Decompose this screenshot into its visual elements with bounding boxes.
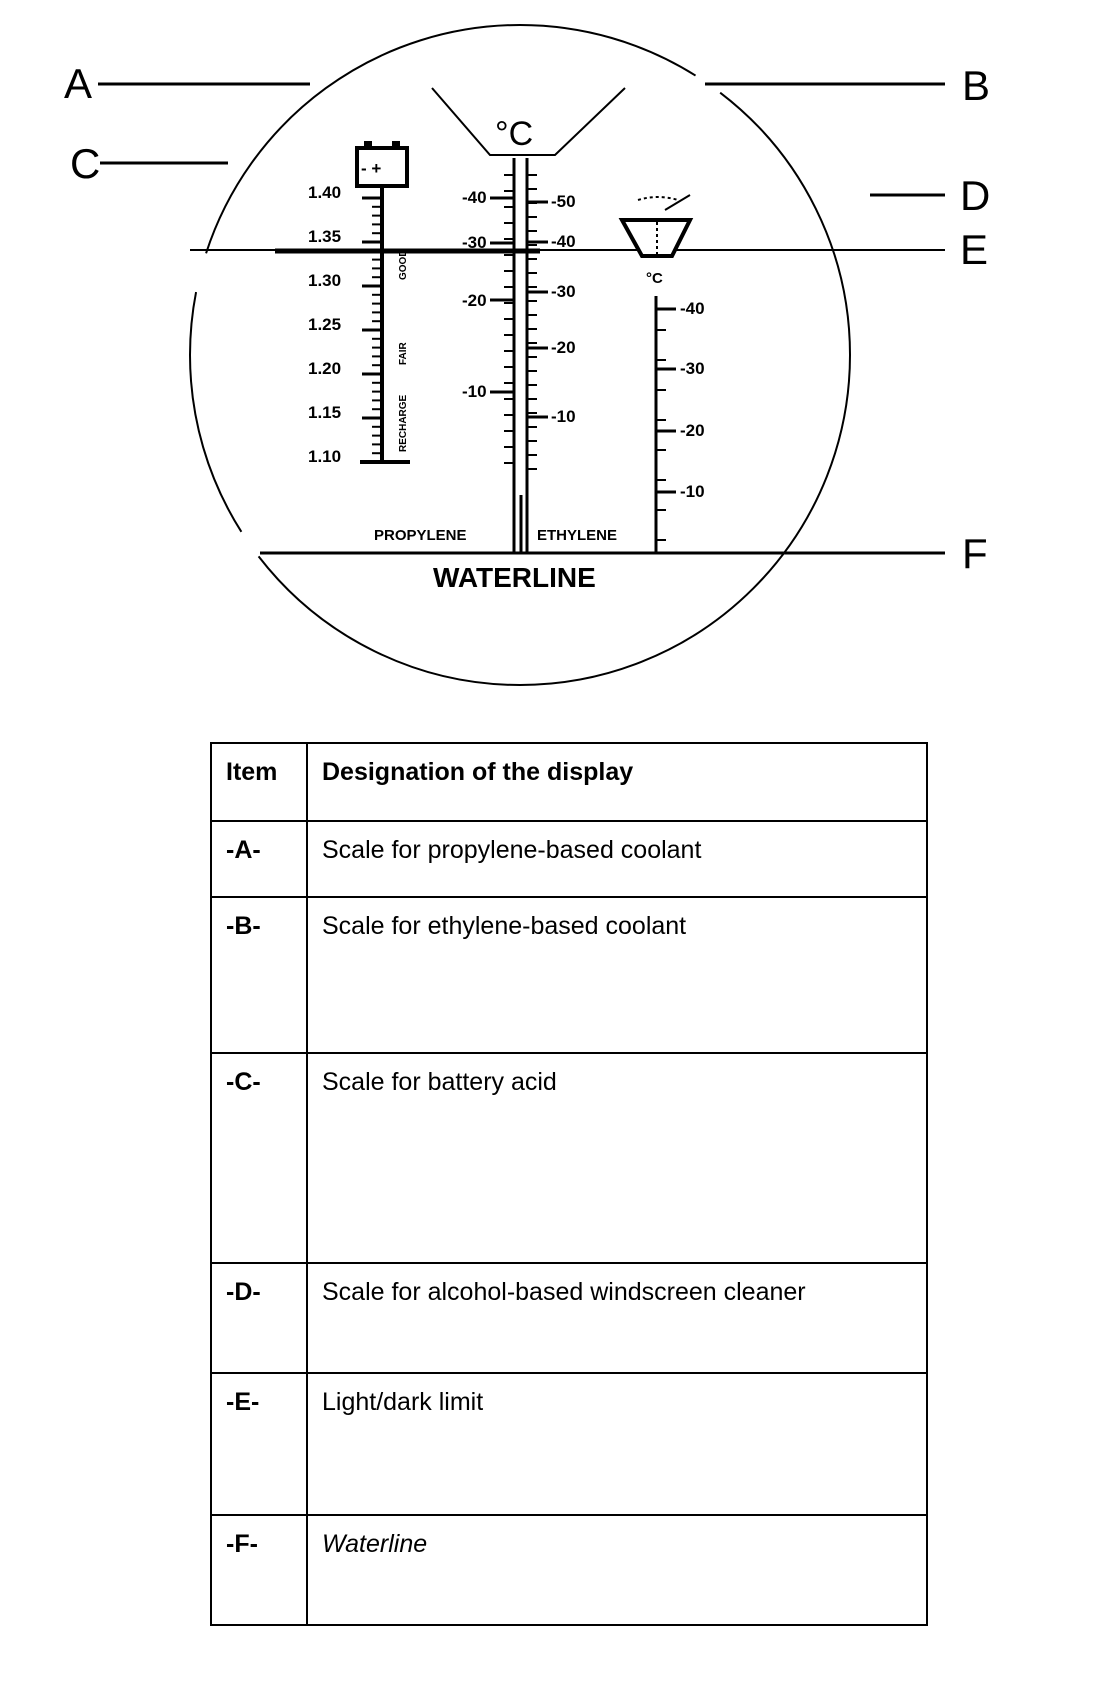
legend-table (210, 742, 928, 1626)
ethylene-value-minus10: -10 (551, 407, 576, 426)
callout-c: C (70, 140, 101, 187)
row-designation-f: Waterline (307, 1515, 927, 1625)
propylene-value-minus40: -40 (462, 188, 487, 207)
battery-terminal-right (392, 141, 400, 148)
battery-acid-scale (308, 141, 410, 466)
waterline-label: WATERLINE (433, 562, 596, 593)
row-item-c: -C- (211, 1053, 307, 1263)
ethylene-label: ETHYLENE (537, 527, 618, 544)
callout-d: D (960, 172, 991, 219)
washer-value-minus30: -30 (680, 359, 705, 378)
table-row (211, 1053, 927, 1263)
row-designation-e: Light/dark limit (307, 1373, 927, 1515)
refractometer-diagram (0, 0, 1120, 720)
row-designation-d: Scale for alcohol-based windscreen cleaner (307, 1263, 927, 1373)
table-row (211, 821, 927, 897)
battery-symbol: - + (361, 159, 382, 178)
battery-zone-fair: FAIR (398, 342, 409, 365)
battery-ticks (362, 198, 382, 462)
battery-zone-good: GOOD (398, 249, 409, 280)
propylene-value-minus20: -20 (462, 291, 487, 310)
row-item-f: -F- (211, 1515, 307, 1625)
battery-terminal-left (364, 141, 372, 148)
coolant-scales (374, 88, 625, 553)
table-row (211, 897, 927, 1053)
coolant-ticks (490, 175, 548, 469)
callout-a: A (64, 60, 93, 107)
table-header-row (211, 743, 927, 821)
row-designation-c: Scale for battery acid (307, 1053, 927, 1263)
callout-e: E (960, 226, 989, 273)
row-item-a: -A- (211, 821, 307, 897)
callout-f: F (962, 530, 988, 577)
battery-value-1-25: 1.25 (308, 315, 342, 334)
washer-ticks (656, 309, 676, 540)
battery-zone-recharge: RECHARGE (398, 394, 409, 452)
table-row (211, 1373, 927, 1515)
ethylene-value-minus40: -40 (551, 232, 576, 251)
table-row (211, 1515, 927, 1625)
ethylene-value-minus50: -50 (551, 192, 576, 211)
coolant-unit-label: °C (495, 115, 534, 153)
washer-funnel-top-marks (638, 197, 678, 200)
column-header-item: Item (211, 743, 307, 821)
ethylene-value-minus20: -20 (551, 338, 576, 357)
washer-unit-label: °C (646, 270, 663, 287)
battery-value-1-35: 1.35 (308, 227, 342, 246)
battery-value-1-20: 1.20 (308, 359, 342, 378)
callout-b: B (962, 62, 991, 109)
propylene-value-minus10: -10 (462, 382, 487, 401)
washer-value-minus40: -40 (680, 299, 705, 318)
battery-value-1-15: 1.15 (308, 403, 342, 422)
washer-value-minus20: -20 (680, 421, 705, 440)
ethylene-value-minus30: -30 (551, 282, 576, 301)
row-item-e: -E- (211, 1373, 307, 1515)
propylene-value-minus30: -30 (462, 233, 487, 252)
row-designation-b: Scale for ethylene-based coolant (307, 897, 927, 1053)
battery-value-1-30: 1.30 (308, 271, 342, 290)
row-designation-a: Scale for propylene-based coolant (307, 821, 927, 897)
battery-value-1-10: 1.10 (308, 447, 342, 466)
table-row (211, 1263, 927, 1373)
propylene-label: PROPYLENE (374, 527, 467, 544)
row-item-b: -B- (211, 897, 307, 1053)
column-header-designation: Designation of the display (307, 743, 927, 821)
washer-value-minus10: -10 (680, 482, 705, 501)
battery-value-1-40: 1.40 (308, 183, 342, 202)
row-item-d: -D- (211, 1263, 307, 1373)
